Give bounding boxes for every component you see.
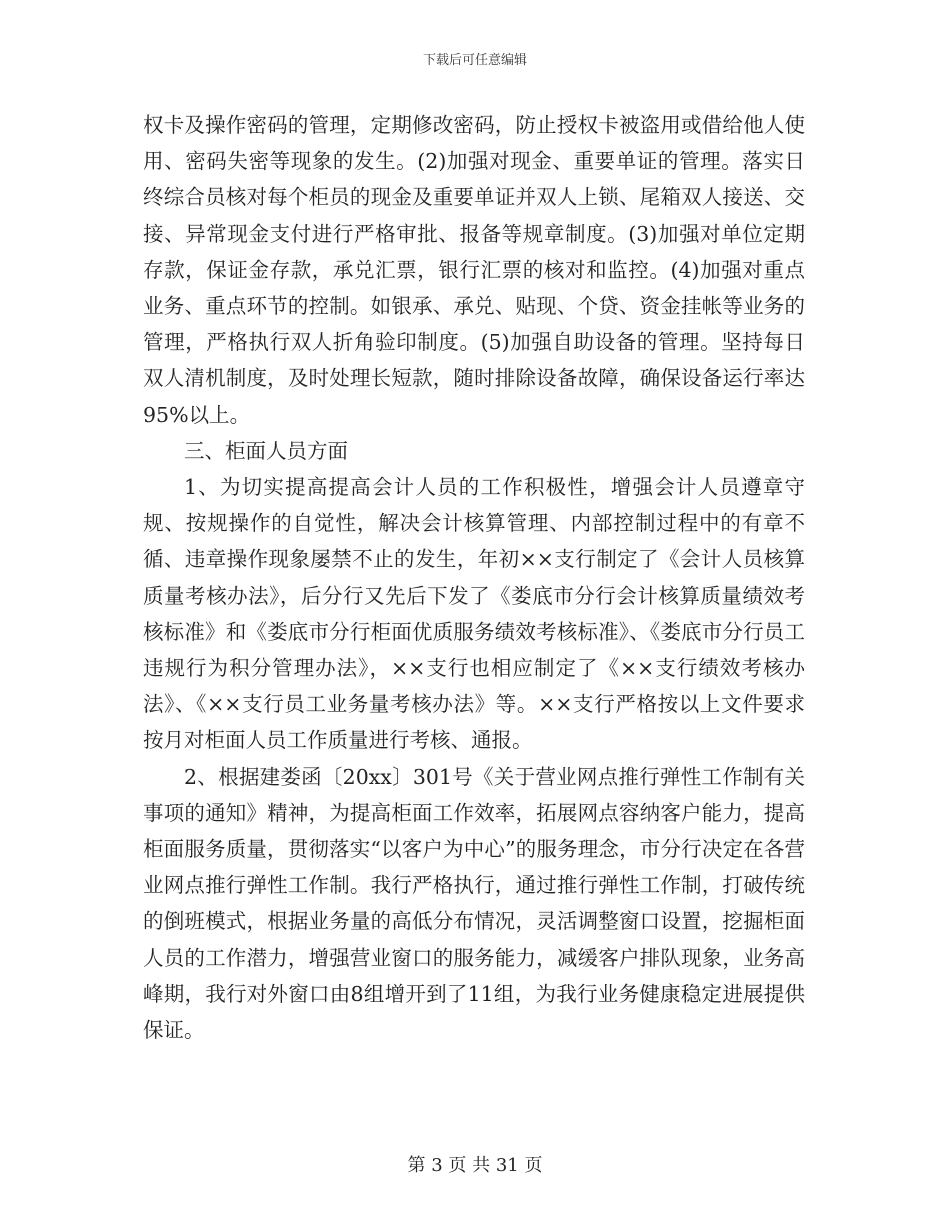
section-heading: 三、柜面人员方面 [184, 438, 348, 463]
paragraph-continued: 权卡及操作密码的管理，定期修改密码，防止授权卡被盗用或借给他人使用、密码失密等现象的发生。(2)加强对现金、重要单证的管理。落实日终综合员核对每个柜员的现金及重要单证并双人上锁、尾箱双人接送、交接、异常现金支付进行严格审批、报备等规章制度。(3)加强对单位定期存款，保证金存款，承兑汇票，银行汇票的核对和监控。(4)加强对重点业务、重点环节的控制。如银承、承兑、贴现、个贷、资金挂帐等业务的管理，严格执行双人折角验印制度。(5)加强自助设备的管理。坚持每日双人清机制度，及时处理长短款，随时排除设备故障，确保设备运行率达95%以上。 [143, 113, 805, 427]
paragraph-item-2: 2、根据建娄函〔20xx〕301号《关于营业网点推行弹性工作制有关事项的通知》精神，为提高柜面工作效率，拓展网点容纳客户能力，提高柜面服务质量，贯彻落实“以客户为中心”的服务理念，市分行决定在各营业网点推行弹性工作制。我行严格执行，通过推行弹性工作制，打破传统的倒班模式，根据业务量的高低分布情况，灵活调整窗口设置，挖掘柜面人员的工作潜力，增强营业窗口的服务能力，减缓客户排队现象，业务高峰期，我行对外窗口由8组增开到了11组，为我行业务健康稳定进展提供保证。 [143, 764, 805, 1043]
page-number-footer: 第 3 页 共 31 页 [407, 1155, 543, 1176]
paragraph-item-1: 1、为切实提高提高会计人员的工作积极性，增强会计人员遵章守规、按规操作的自觉性，解决会计核算管理、内部控制过程中的有章不循、违章操作现象屡禁不止的发生，年初××支行制定了《会计人员核算质量考核办法》，后分行又先后下发了《娄底市分行会计核算质量绩效考核标准》和《娄底市分行柜面优质服务绩效考核标准》、《娄底市分行员工违规行为积分管理办法》，××支行也相应制定了《××支行绩效考核办法》、《××支行员工业务量考核办法》等。××支行严格按以上文件要求按月对柜面人员工作质量进行考核、通报。 [143, 475, 805, 753]
document-body [143, 107, 805, 1048]
page-header: 下载后可任意编辑 [422, 53, 527, 68]
